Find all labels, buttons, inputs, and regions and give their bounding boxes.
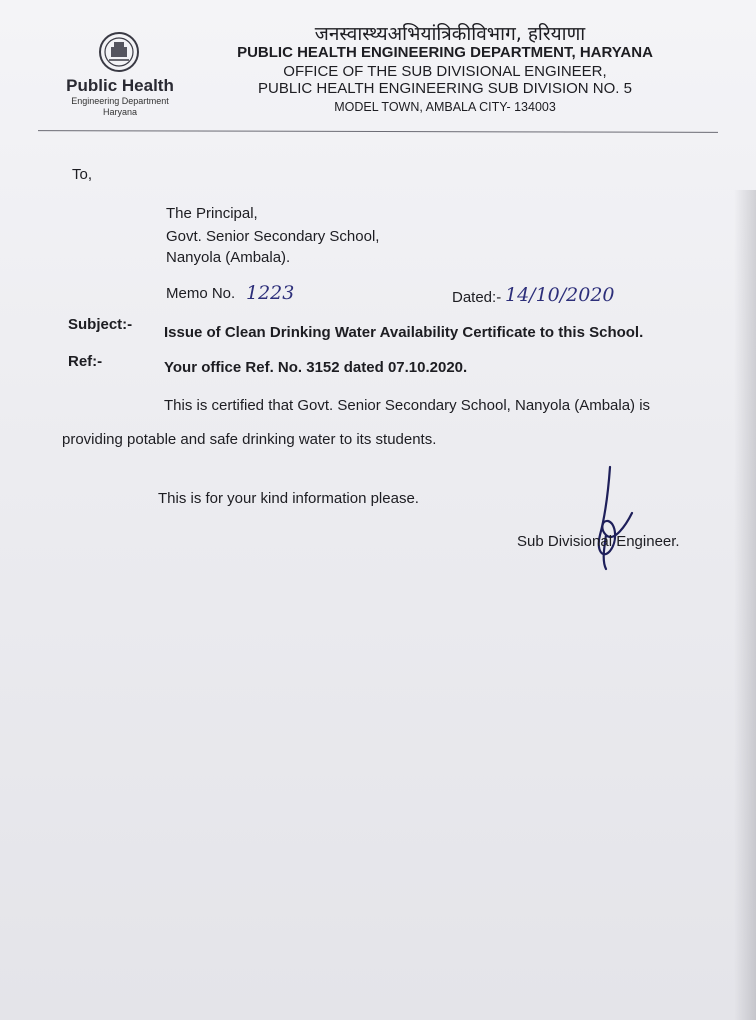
subject-text: Issue of Clean Drinking Water Availability Certificate to this School. [164,324,644,341]
signatory-title: Sub Divisional Engineer. [517,533,680,550]
header-divider [38,130,718,133]
memo-label: Memo No. [166,285,236,302]
memo-number: 1223 [246,282,295,304]
dated-value: 14/10/2020 [505,284,615,306]
office-address: MODEL TOWN, AMBALA CITY- 134003 [334,100,556,114]
reference-text: Your office Ref. No. 3152 dated 07.10.2020. [164,359,468,376]
body-paragraph-line: providing potable and safe drinking water to its students. [62,431,437,448]
paper-edge-shadow [734,190,756,1020]
salutation-to: To, [72,166,93,183]
closing-line: This is for your kind information please. [158,490,419,507]
logo-subtitle: Engineering Department [71,96,169,106]
subject-label: Subject:- [68,316,133,333]
logo-state: Haryana [102,107,138,117]
department-name: PUBLIC HEALTH ENGINEERING DEPARTMENT, HARYANA [237,44,653,61]
recipient-line: The Principal, [166,205,258,222]
department-emblem-icon [95,30,143,74]
recipient-line: Nanyola (Ambala). [166,249,291,266]
logo-title: Public Health [66,76,174,95]
dated-label: Dated:- [452,289,502,306]
body-paragraph-line: This is certified that Govt. Senior Secondary School, Nanyola (Ambala) is [164,397,651,414]
recipient-line: Govt. Senior Secondary School, [166,228,380,245]
handwritten-signature [580,465,640,575]
office-name: OFFICE OF THE SUB DIVISIONAL ENGINEER, [283,63,607,80]
sub-division-name: PUBLIC HEALTH ENGINEERING SUB DIVISION NO. 5 [258,80,632,97]
hindi-department-title: जनस्वास्थ्यअभियांत्रिकीविभाग, हरियाणा [314,23,586,45]
reference-label: Ref:- [68,353,103,370]
